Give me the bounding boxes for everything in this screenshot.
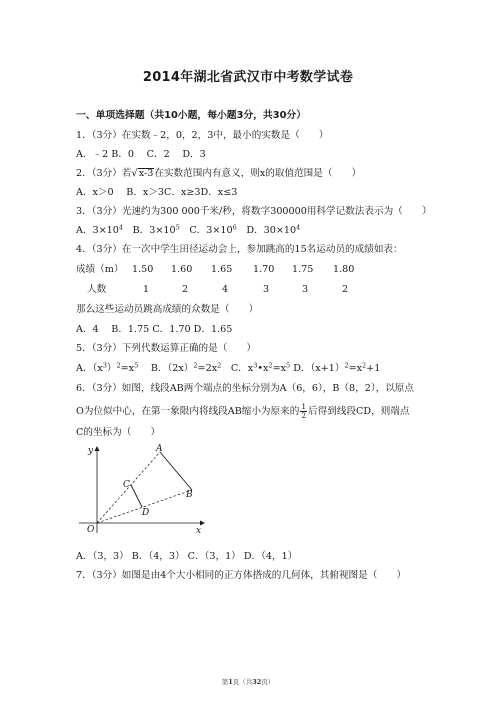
question-7-stem: 7．（3分）如图是由4个大小相同的正方体搭成的几何体，其俯视图是（ ） <box>76 570 407 581</box>
footer-mid: 页（共 <box>232 678 253 686</box>
q3-option-b-exp: 5 <box>175 223 180 232</box>
q5-a-exp: 2 <box>116 361 121 370</box>
fraction-one-half <box>300 403 307 420</box>
question-6-line-3: C的坐标为（ ） <box>76 427 161 438</box>
q5-d-exp: 2 <box>344 361 349 370</box>
q5-b-part: =2x <box>197 363 218 374</box>
question-6-options: A．（3，3） B．（4，3） C．（3，1） D．（4，1） <box>76 551 298 562</box>
question-3-options <box>76 225 300 237</box>
fraction-numerator: 1 <box>301 402 307 411</box>
question-6-line-1: 6．（3分）如图，线段AB两个端点的坐标分别为A（6，6），B（8，2），以原点 <box>76 383 414 394</box>
q3-option-a: A．3×10 <box>76 225 119 236</box>
q5-d-part: +1 <box>366 363 381 374</box>
sqrt-symbol: √ <box>131 168 138 179</box>
q5-b-part: B．（2x） <box>138 363 194 374</box>
q5-c-part: =x <box>272 363 287 374</box>
y-axis-arrow <box>95 446 100 451</box>
q5-b-exp: 2 <box>217 361 222 370</box>
label-d: D <box>142 508 150 518</box>
count-cell: 4 <box>222 284 229 295</box>
q3-option-d-exp: 4 <box>296 223 301 232</box>
question-3-stem: 3．（3分）光速约为300 000千米/秒，将数字300000用科学记数法表示为（ ） <box>76 206 432 217</box>
section-heading: 一、单项选择题（共10小题，每小题3分，共30分） <box>76 110 307 121</box>
label-x: x <box>196 526 202 535</box>
count-cell: 3 <box>302 284 309 295</box>
question-4-question: 那么这些运动员跳高成绩的众数是（ ） <box>76 304 259 315</box>
q5-d-part: =x <box>348 363 363 374</box>
question-1-stem: 1．（3分）在实数﹣2，0，2，3中，最小的实数是（ ） <box>76 130 329 141</box>
label-y: y <box>88 446 94 456</box>
question-1-options: A．﹣2 B．0 C．2 D．3 <box>76 149 206 160</box>
score-row-label: 成绩（m） <box>76 264 124 275</box>
question-4-stem: 4．（3分）在一次中学生田径运动会上，参加跳高的15名运动员的成绩如表： <box>76 244 403 255</box>
q3-option-b: B．3×10 <box>123 225 176 236</box>
q5-c-exp: 2 <box>268 361 273 370</box>
q5-a-part: =x <box>120 363 135 374</box>
score-cell: 1.65 <box>211 264 233 275</box>
segment-cd <box>131 485 142 507</box>
q5-d-part: D．（x+1） <box>290 363 345 374</box>
count-row <box>76 284 436 296</box>
segment-ab <box>160 452 192 490</box>
question-2-post: 在实数范围内有意义，则x的取值范围是（ ） <box>154 168 362 179</box>
q5-c-part: •x <box>257 363 269 374</box>
score-cell: 1.75 <box>292 264 314 275</box>
ray-ob <box>97 490 192 523</box>
question-2-stem <box>76 168 361 180</box>
q5-c-part: C．x <box>221 363 254 374</box>
question-5-options <box>76 363 380 375</box>
score-cell: 1.70 <box>253 264 275 275</box>
label-a: A <box>156 444 163 454</box>
footer-total-pages: 32 <box>252 678 262 686</box>
score-cell: 1.60 <box>171 264 193 275</box>
page-footer <box>0 677 496 686</box>
question-4-options: A．4 B．1.75 C．1.70 D．1.65 <box>76 324 233 335</box>
question-2-radicand: x-3 <box>138 168 154 179</box>
q5-a-part: A．（x <box>76 363 103 374</box>
label-o: O <box>87 525 95 535</box>
score-row <box>76 264 436 276</box>
question-2-pre: 2．（3分）若 <box>76 168 132 179</box>
score-cell: 1.50 <box>132 264 154 275</box>
count-cell: 2 <box>182 284 189 295</box>
label-c: C <box>123 480 130 490</box>
question-6-line-2 <box>76 403 409 420</box>
footer-page-number: 1 <box>228 678 233 686</box>
label-b: B <box>186 490 193 500</box>
q6-line2-pre: O为位似中心，在第一象限内将线段AB缩小为原来的 <box>76 406 300 417</box>
coordinate-figure <box>76 443 206 535</box>
q3-option-d: D．30×10 <box>236 225 297 236</box>
count-cell: 2 <box>342 284 349 295</box>
q5-a-exp: 5 <box>134 361 139 370</box>
q5-a-exp: 3 <box>102 361 107 370</box>
q5-d-exp: 2 <box>362 361 367 370</box>
footer-post: 页） <box>261 678 275 686</box>
fraction-denominator: 2 <box>301 411 307 420</box>
q5-a-part: ） <box>106 363 117 374</box>
count-row-label: 人数 <box>87 284 107 295</box>
score-cell: 1.80 <box>333 264 355 275</box>
q3-option-c-exp: 6 <box>232 223 237 232</box>
x-axis-arrow <box>200 521 205 526</box>
q5-b-exp: 2 <box>193 361 198 370</box>
q6-line2-post: 后得到线段CD，则端点 <box>308 406 410 417</box>
q3-option-c: C．3×10 <box>179 225 233 236</box>
page-title: 2014年湖北省武汉市中考数学试卷 <box>142 70 354 85</box>
count-cell: 1 <box>143 284 150 295</box>
q5-c-exp: 3 <box>253 361 258 370</box>
question-5-stem: 5．（3分）下列代数运算正确的是（ ） <box>76 343 257 354</box>
footer-pre: 第 <box>221 678 229 686</box>
count-cell: 3 <box>263 284 270 295</box>
q5-c-exp: 5 <box>286 361 291 370</box>
question-2-options: A．x＞0 B．x＞3C．x≥3D．x≤3 <box>76 187 238 198</box>
q3-option-a-exp: 4 <box>118 223 124 232</box>
